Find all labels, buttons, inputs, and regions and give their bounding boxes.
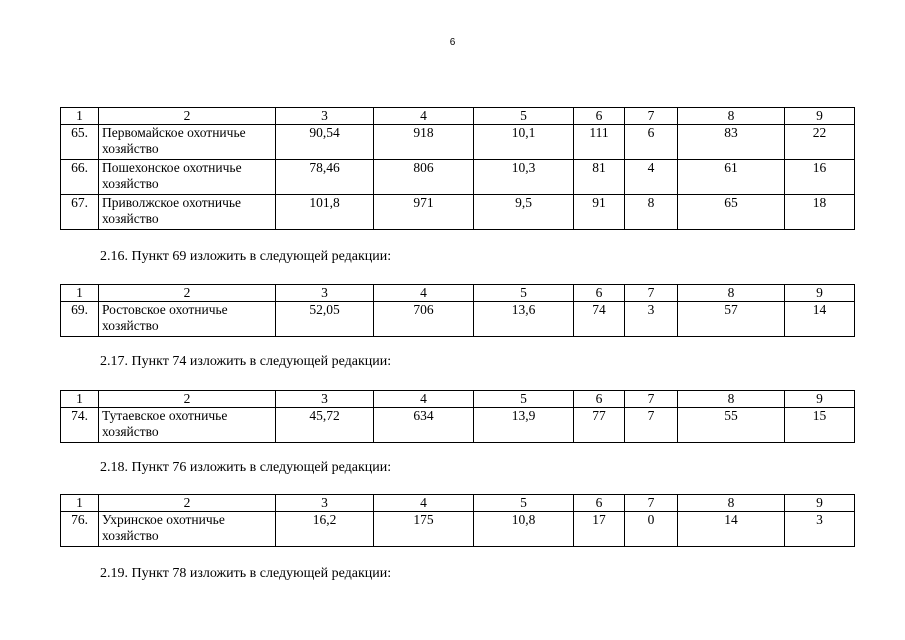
hunting-farm-name: Тутаевское охотничье хозяйство (99, 408, 276, 443)
header-cell: 5 (474, 391, 574, 408)
header-cell: 7 (625, 391, 678, 408)
cell-value: 4 (625, 160, 678, 195)
header-cell: 6 (574, 391, 625, 408)
cell-value: 111 (574, 125, 625, 160)
header-cell: 6 (574, 495, 625, 512)
cell-value: 61 (678, 160, 785, 195)
table-header-row (61, 285, 855, 302)
cell-value: 17 (574, 512, 625, 547)
header-cell: 1 (61, 495, 99, 512)
cell-value: 81 (574, 160, 625, 195)
header-cell: 2 (99, 285, 276, 302)
cell-value: 45,72 (276, 408, 374, 443)
row-number: 76. (61, 512, 99, 547)
cell-value: 7 (625, 408, 678, 443)
cell-value: 74 (574, 302, 625, 337)
header-cell: 6 (574, 285, 625, 302)
cell-value: 15 (785, 408, 855, 443)
table-row (61, 125, 855, 160)
paragraph-2-18: 2.18. Пункт 76 изложить в следующей редакции: (100, 460, 392, 475)
cell-value: 10,8 (474, 512, 574, 547)
cell-value: 13,6 (474, 302, 574, 337)
paragraph-2-16: 2.16. Пункт 69 изложить в следующей редакции: (100, 249, 392, 264)
cell-value: 83 (678, 125, 785, 160)
table-row (61, 408, 855, 443)
hunting-farm-name: Приволжское охотничье хозяйство (99, 195, 276, 230)
cell-value: 634 (374, 408, 474, 443)
cell-value: 0 (625, 512, 678, 547)
header-cell: 2 (99, 391, 276, 408)
cell-value: 971 (374, 195, 474, 230)
cell-value: 10,3 (474, 160, 574, 195)
cell-value: 3 (625, 302, 678, 337)
cell-value: 22 (785, 125, 855, 160)
header-cell: 3 (276, 495, 374, 512)
header-cell: 9 (785, 285, 855, 302)
cell-value: 10,1 (474, 125, 574, 160)
header-cell: 3 (276, 391, 374, 408)
cell-value: 6 (625, 125, 678, 160)
header-cell: 7 (625, 495, 678, 512)
header-cell: 8 (678, 391, 785, 408)
hunting-farm-name: Пошехонское охотничье хозяйство (99, 160, 276, 195)
header-cell: 8 (678, 285, 785, 302)
row-number: 67. (61, 195, 99, 230)
table-items-65-67 (60, 107, 855, 230)
cell-value: 55 (678, 408, 785, 443)
row-number: 69. (61, 302, 99, 337)
cell-value: 101,8 (276, 195, 374, 230)
header-cell: 1 (61, 108, 99, 125)
header-cell: 5 (474, 108, 574, 125)
cell-value: 706 (374, 302, 474, 337)
paragraph-2-17: 2.17. Пункт 74 изложить в следующей редакции: (100, 354, 392, 369)
cell-value: 13,9 (474, 408, 574, 443)
cell-value: 806 (374, 160, 474, 195)
header-cell: 2 (99, 495, 276, 512)
cell-value: 3 (785, 512, 855, 547)
cell-value: 57 (678, 302, 785, 337)
hunting-farm-name: Первомайское охотничье хозяйство (99, 125, 276, 160)
cell-value: 90,54 (276, 125, 374, 160)
header-cell: 4 (374, 285, 474, 302)
header-cell: 8 (678, 108, 785, 125)
cell-value: 91 (574, 195, 625, 230)
header-cell: 1 (61, 285, 99, 302)
header-cell: 3 (276, 285, 374, 302)
header-cell: 5 (474, 495, 574, 512)
header-cell: 4 (374, 108, 474, 125)
cell-value: 9,5 (474, 195, 574, 230)
header-cell: 6 (574, 108, 625, 125)
paragraph-2-19: 2.19. Пункт 78 изложить в следующей редакции: (100, 566, 392, 581)
row-number: 66. (61, 160, 99, 195)
table-row (61, 302, 855, 337)
header-cell: 2 (99, 108, 276, 125)
header-cell: 4 (374, 391, 474, 408)
cell-value: 78,46 (276, 160, 374, 195)
header-cell: 9 (785, 391, 855, 408)
cell-value: 14 (678, 512, 785, 547)
cell-value: 14 (785, 302, 855, 337)
header-cell: 4 (374, 495, 474, 512)
cell-value: 175 (374, 512, 474, 547)
cell-value: 52,05 (276, 302, 374, 337)
header-cell: 3 (276, 108, 374, 125)
cell-value: 77 (574, 408, 625, 443)
header-cell: 7 (625, 285, 678, 302)
header-cell: 7 (625, 108, 678, 125)
header-cell: 5 (474, 285, 574, 302)
cell-value: 8 (625, 195, 678, 230)
header-cell: 9 (785, 108, 855, 125)
row-number: 74. (61, 408, 99, 443)
header-cell: 8 (678, 495, 785, 512)
cell-value: 16 (785, 160, 855, 195)
table-item-69 (60, 284, 855, 337)
hunting-farm-name: Ухринское охотничье хозяйство (99, 512, 276, 547)
row-number: 65. (61, 125, 99, 160)
table-item-76 (60, 494, 855, 547)
header-cell: 1 (61, 391, 99, 408)
cell-value: 16,2 (276, 512, 374, 547)
table-row (61, 195, 855, 230)
header-cell: 9 (785, 495, 855, 512)
table-row (61, 512, 855, 547)
hunting-farm-name: Ростовское охотничье хозяйство (99, 302, 276, 337)
table-header-row (61, 391, 855, 408)
table-item-74 (60, 390, 855, 443)
cell-value: 918 (374, 125, 474, 160)
table-row (61, 160, 855, 195)
table-header-row (61, 108, 855, 125)
cell-value: 18 (785, 195, 855, 230)
cell-value: 65 (678, 195, 785, 230)
page-number: 6 (449, 37, 456, 48)
table-header-row (61, 495, 855, 512)
